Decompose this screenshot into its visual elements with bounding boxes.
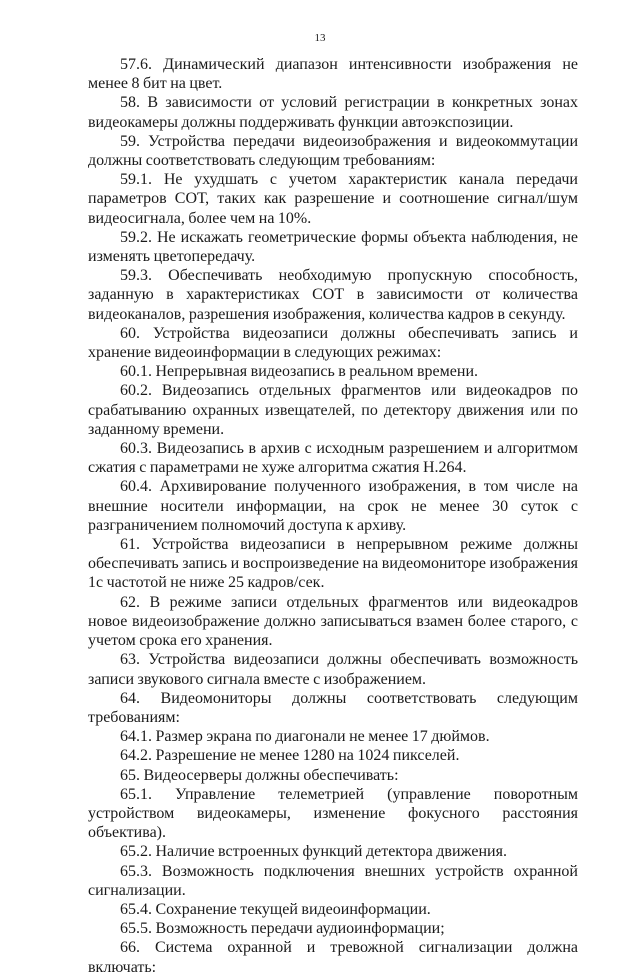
paragraph: 58. В зависимости от условий регистрации в конкретных зонах видеокамеры должны поддерживать функции автоэкспозиции.	[88, 94, 578, 131]
paragraph: 60.4. Архивирование полученного изображения, в том числе на внешние носители информации, на срок не менее 30 суток с разграничением полномочий доступа к архиву.	[88, 478, 578, 534]
paragraph: 59.1. Не ухудшать с учетом характеристик канала передачи параметров СОТ, таких как разрешение и соотношение сигнал/шум видеосигнала, более чем на 10%.	[88, 171, 578, 227]
paragraph: 60. Устройства видеозаписи должны обеспечивать запись и хранение видеоинформации в следующих режимах:	[88, 324, 578, 362]
paragraph: 61. Устройства видеозаписи в непрерывном режиме должны обеспечивать запись и воспроизведение на видеомониторе изображения 1с частотой не ниже 25 кадров/сек.	[88, 536, 578, 592]
paragraph: 65.4. Сохранение текущей видеоинформации.	[120, 900, 431, 918]
paragraph: 65.5. Возможность передачи аудиоинформации;	[120, 920, 445, 938]
paragraph: 65.3. Возможность подключения внешних устройств охранной сигнализации.	[88, 862, 578, 899]
paragraph: 57.6. Динамический диапазон интенсивности изображения не менее 8 бит на цвет.	[88, 56, 578, 93]
paragraph: 65.2. Наличие встроенных функций детектора движения.	[120, 843, 507, 861]
paragraph: 63. Устройства видеозаписи должны обеспечивать возможность записи звукового сигнала вместе с изображением.	[88, 651, 578, 688]
document-body	[88, 55, 578, 977]
paragraph: 60.3. Видеозапись в архив с исходным разрешением и алгоритмом сжатия с параметрами не хуже алгоритма сжатия H.264.	[88, 440, 578, 477]
paragraph: 65.1. Управление телеметрией (управление поворотным устройством видеокамеры, изменение фокусного расстояния объектива).	[88, 785, 578, 842]
page-number: 13	[314, 32, 326, 44]
paragraph: 64. Видеомониторы должны соответствовать следующим требованиям:	[88, 689, 578, 726]
paragraph: 64.1. Размер экрана по диагонали не менее 17 дюймов.	[120, 728, 490, 746]
paragraph: 59. Устройства передачи видеоизображения и видеокоммутации должны соответствовать следующим требованиям:	[88, 132, 578, 170]
paragraph: 59.3. Обеспечивать необходимую пропускную способность, заданную в характеристиках СОТ в зависимости от количества видеоканалов, разрешения изображения, количества кадров в секунду.	[88, 267, 578, 323]
paragraph: 60.1. Непрерывная видеозапись в реальном времени.	[120, 363, 479, 381]
paragraph: 59.2. Не искажать геометрические формы объекта наблюдения, не изменять цветопередачу.	[88, 228, 578, 266]
paragraph: 66. Система охранной и тревожной сигнализации должна включать:	[88, 939, 578, 976]
paragraph: 65. Видеосерверы должны обеспечивать:	[120, 766, 399, 784]
paragraph: 62. В режиме записи отдельных фрагментов или видеокадров новое видеоизображение должно записываться взамен более старого, с учетом срока его хранения.	[88, 593, 578, 650]
paragraph: 64.2. Разрешение не менее 1280 на 1024 пикселей.	[120, 747, 460, 765]
paragraph: 60.2. Видеозапись отдельных фрагментов или видеокадров по срабатыванию охранных извещателей, по детектору движения или по заданному времени.	[88, 382, 578, 438]
